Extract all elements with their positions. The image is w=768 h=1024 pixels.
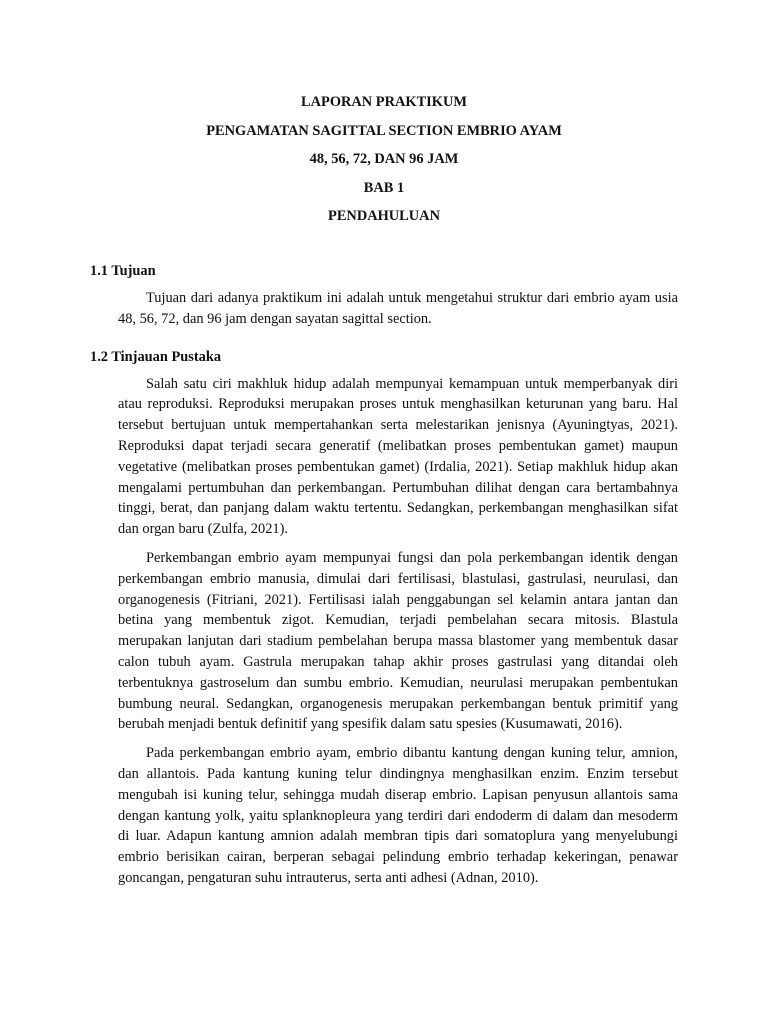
paragraph-perkembangan-embrio: Perkembangan embrio ayam mempunyai fungsi dan pola perkembangan identik dengan perkembangan embrio manusia, dimulai dari fertilisasi, blastulasi, gastrulasi, neurulasi, dan organogenesis (Fitriani, 2021). Fertilisasi ialah penggabungan sel kelamin antara jantan dan betina yang membentuk zigot. Kemudian, terjadi pembelahan secara mitosis. Blastula merupakan lanjutan dari stadium pembelahan berupa massa blastomer yang membentuk dasar calon tubuh ayam. Gastrula merupakan tahap akhir proses gastrulasi yang ditandai oleh terbentuknya gastroselum dan sumbu embrio. Kemudian, neurulasi merupakan pembentukan bumbung neural. Sedangkan, organogenesis merupakan perkembangan bentuk primitif yang berubah menjadi bentuk definitif yang spesifik dalam satu spesies (Kusumawati, 2016). (118, 549, 678, 733)
section-heading-tinjauan-pustaka: 1.2 Tinjauan Pustaka (90, 348, 222, 365)
title-block (0, 92, 768, 235)
chapter-title: PENDAHULUAN (328, 208, 440, 224)
report-title: PENGAMATAN SAGITTAL SECTION EMBRIO AYAM (206, 122, 562, 139)
paragraph-reproduksi: Salah satu ciri makhluk hidup adalah mempunyai kemampuan untuk memperbanyak diri atau reproduksi. Reproduksi merupakan proses untuk menghasilkan keturunan yang baru. Hal tersebut bertujuan untuk mempertahankan serta melestarikan jenisnya (Ayuningtyas, 2021). Reproduksi dapat terjadi secara generatif (melibatkan proses pembentukan gamet) maupun vegetative (melibatkan proses pembentukan gamet) (Irdalia, 2021). Setiap makhluk hidup akan mengalami pertumbuhan dan perkembangan. Pertumbuhan dilihat dengan cara bertambahnya tinggi, berat, dan panjang dalam waktu tertentu. Sedangkan, perkembangan menghasilkan sifat dan organ baru (Zulfa, 2021). (118, 375, 678, 538)
report-subtitle: 48, 56, 72, DAN 96 JAM (309, 151, 459, 167)
paragraph-tujuan: Tujuan dari adanya praktikum ini adalah untuk mengetahui struktur dari embrio ayam usia 48, 56, 72, dan 96 jam dengan sayatan sagittal section. (118, 290, 678, 327)
paragraph-kantung-embrio: Pada perkembangan embrio ayam, embrio dibantu kantung dengan kuning telur, amnion, dan allantois. Pada kantung kuning telur dindingnya menghasilkan enzim. Enzim tersebut mengubah isi kuning telur, sehingga mudah diserap embrio. Lapisan penyusun allantois sama dengan kantung yolk, yaitu splanknopleura yang terdiri dari endoderm di dalam dan mesoderm di luar. Adapun kantung amnion adalah membran tipis dari somatoplura yang menyelubungi embrio berisikan cairan, berperan sebagai pelindung embrio terhadap kekeringan, penawar goncangan, pengaturan suhu intrauterus, serta anti adhesi (Adnan, 2010). (118, 745, 678, 886)
chapter-number: BAB 1 (363, 179, 405, 196)
document-body (90, 262, 678, 889)
report-label: LAPORAN PRAKTIKUM (301, 94, 467, 110)
section-heading-tujuan: 1.1 Tujuan (90, 263, 156, 279)
